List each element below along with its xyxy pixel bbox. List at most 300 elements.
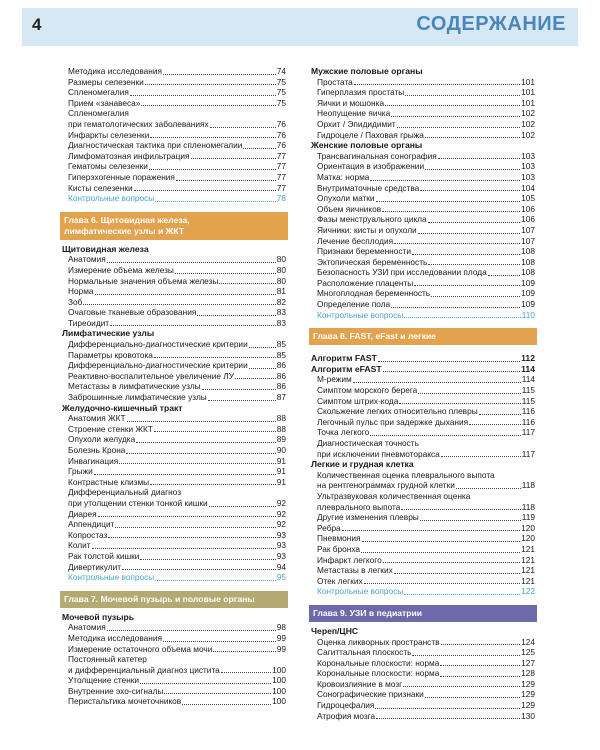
- toc-entry-page: 93: [276, 550, 286, 561]
- toc-entry-title: Инфаркты селезенки: [68, 129, 150, 140]
- toc-entry-title: при утолщении стенки тонкой кишки: [68, 497, 208, 508]
- toc-entry-page: 121: [521, 554, 535, 565]
- toc-entry-title: Простата: [317, 76, 353, 87]
- toc-entry[interactable]: [62, 276, 286, 287]
- dot-leader: [401, 509, 520, 510]
- toc-entry-title: Инфаркт легкого: [317, 554, 382, 565]
- dot-leader: [163, 641, 276, 642]
- toc-entry-page: 92: [276, 519, 286, 530]
- toc-entry-title: Гематомы селезенки: [68, 161, 148, 172]
- toc-entry-title: Спленомегалия: [68, 87, 129, 98]
- chapter-6-heading[interactable]: [60, 212, 288, 240]
- toc-entry[interactable]: [62, 254, 286, 265]
- toc-entry[interactable]: [62, 392, 286, 403]
- dot-leader: [412, 254, 520, 255]
- dot-leader: [213, 651, 275, 652]
- toc-entry[interactable]: [62, 477, 286, 488]
- dot-leader: [376, 201, 521, 202]
- toc-entry[interactable]: [311, 385, 535, 396]
- dot-leader: [383, 371, 521, 372]
- dot-leader: [98, 516, 276, 517]
- toc-entry-title: Методика исследования: [68, 66, 162, 76]
- toc-entry-page: 109: [521, 277, 535, 288]
- toc-entry-page: 77: [276, 171, 286, 182]
- toc-entry-title: Анатомия: [68, 254, 106, 265]
- toc-entry[interactable]: [311, 555, 535, 566]
- toc-entry[interactable]: [311, 502, 535, 513]
- toc-entry-page: 87: [276, 392, 286, 403]
- dot-leader: [197, 315, 275, 316]
- toc-entry[interactable]: [62, 622, 286, 633]
- dot-leader: [418, 233, 520, 234]
- toc-entry-title: Колит: [68, 540, 91, 551]
- dot-leader: [94, 474, 276, 475]
- toc-entry[interactable]: [62, 265, 286, 276]
- toc-entry[interactable]: [311, 98, 535, 109]
- toc-entry-page: 127: [521, 657, 535, 668]
- toc-entry[interactable]: [311, 364, 535, 375]
- toc-entry-title: Гиперэхогенные поражения: [68, 171, 175, 182]
- toc-entry[interactable]: [311, 449, 535, 460]
- toc-entry[interactable]: [62, 130, 286, 141]
- dot-leader: [115, 527, 275, 528]
- toc-entry-page: 109: [521, 299, 535, 310]
- dot-leader: [243, 148, 275, 149]
- dot-leader: [441, 644, 521, 645]
- toc-entry-page: 118: [521, 480, 535, 491]
- toc-entry-page: 85: [276, 339, 286, 350]
- dot-leader: [122, 569, 276, 570]
- section-heading: Желудочно-кишечный тракт: [62, 402, 183, 413]
- toc-entry[interactable]: [311, 183, 535, 194]
- toc-entry-title: Неопущение яичка: [317, 108, 391, 119]
- toc-entry-page: 100: [272, 685, 286, 696]
- toc-entry[interactable]: [311, 257, 535, 268]
- toc-entry[interactable]: [62, 644, 286, 655]
- dot-leader: [364, 583, 521, 584]
- dot-leader: [136, 442, 276, 443]
- toc-entry-page: 108: [521, 246, 535, 257]
- dot-leader: [95, 294, 276, 295]
- toc-entry-page: 125: [521, 647, 535, 658]
- toc-entry[interactable]: [62, 633, 286, 644]
- toc-entry-page: 129: [521, 689, 535, 700]
- dot-leader: [378, 361, 520, 362]
- toc-entry[interactable]: [62, 66, 286, 77]
- toc-entry[interactable]: [62, 286, 286, 297]
- toc-entry[interactable]: [62, 360, 286, 371]
- toc-entry-page: 75: [276, 76, 286, 87]
- dot-leader: [154, 357, 276, 358]
- dot-leader: [107, 262, 276, 263]
- toc-entry[interactable]: [311, 236, 535, 247]
- toc-entry[interactable]: [62, 519, 286, 530]
- toc-entry[interactable]: [311, 267, 535, 278]
- dot-leader: [140, 683, 271, 684]
- toc-entry-title: Инвагинация: [68, 455, 119, 466]
- toc-entry-page: 91: [276, 466, 286, 477]
- toc-entry-title: Многоплодная беременность: [317, 288, 431, 299]
- toc-entry-title: Заброшинные лимфатические узлы: [68, 392, 207, 403]
- toc-entry[interactable]: [311, 668, 535, 679]
- toc-entry-line: Диагностическая точность: [317, 438, 419, 448]
- toc-entry[interactable]: [311, 689, 535, 700]
- toc-entry[interactable]: [62, 424, 286, 435]
- dot-leader: [150, 484, 276, 485]
- toc-entry[interactable]: [311, 151, 535, 162]
- dot-leader: [210, 127, 276, 128]
- toc-entry-page: 99: [276, 632, 286, 643]
- toc-entry-title: Метастазы в легких: [317, 565, 393, 576]
- toc-entry-page: 102: [521, 129, 535, 140]
- dot-leader: [130, 95, 276, 96]
- dot-leader: [119, 463, 276, 464]
- toc-entry[interactable]: [62, 530, 286, 541]
- toc-entry-title: Норма: [68, 286, 94, 297]
- dot-leader: [385, 105, 520, 106]
- dot-leader: [92, 548, 276, 549]
- dot-leader: [249, 368, 276, 369]
- toc-entry[interactable]: [62, 498, 286, 509]
- spacer: [311, 345, 535, 353]
- toc-entry[interactable]: [311, 637, 535, 648]
- dot-leader: [425, 697, 520, 698]
- toc-entry-title: Алгоритм FAST: [311, 353, 377, 364]
- section-heading: Мочевой пузырь: [62, 611, 135, 622]
- dot-leader: [150, 137, 275, 138]
- toc-entry[interactable]: [311, 193, 535, 204]
- dot-leader: [141, 105, 275, 106]
- toc-entry[interactable]: [311, 288, 535, 299]
- toc-entry-page: 130: [521, 710, 535, 721]
- toc-entry-title: Болезнь Крона: [68, 445, 126, 455]
- toc-entry-page: 81: [276, 286, 286, 297]
- dot-leader: [202, 389, 276, 390]
- toc-entry-title: Отек легких: [317, 575, 363, 586]
- toc-entry[interactable]: [311, 374, 535, 385]
- toc-entry[interactable]: [62, 172, 286, 183]
- toc-entry-page: 75: [276, 97, 286, 108]
- spacer: [311, 320, 535, 328]
- dot-leader: [391, 116, 520, 117]
- dot-leader: [108, 537, 275, 538]
- toc-entry-title: Алгоритм eFAST: [311, 363, 382, 374]
- toc-entry[interactable]: [311, 544, 535, 555]
- toc-entry-title: Орхит / Эпидидимит: [317, 118, 396, 129]
- toc-entry[interactable]: [311, 586, 535, 597]
- toc-entry[interactable]: [62, 434, 286, 445]
- toc-entry[interactable]: [62, 350, 286, 361]
- toc-entry-title: Атрофия мозга: [317, 710, 376, 721]
- toc-entry[interactable]: [311, 647, 535, 658]
- toc-entry-title: Фазы менструального цикла: [317, 214, 427, 225]
- toc-entry-page: 101: [521, 87, 535, 98]
- toc-entry[interactable]: [311, 299, 535, 310]
- dot-leader: [361, 552, 520, 553]
- toc-entry-page: 77: [276, 182, 286, 193]
- toc-entry[interactable]: [62, 696, 286, 707]
- toc-entry-page: 108: [521, 267, 535, 278]
- toc-entry[interactable]: [311, 246, 535, 257]
- toc-entry-title: Контрольные вопросы: [317, 309, 404, 320]
- dot-leader: [428, 264, 520, 265]
- chapter-7-heading: Глава 7. Мочевой пузырь и половые органы: [60, 591, 288, 608]
- dot-leader: [376, 718, 520, 719]
- toc-entry[interactable]: [311, 87, 535, 98]
- toc-entry-title: Контрольные вопросы: [317, 586, 404, 597]
- toc-entry-title: Другие изменения плевры: [317, 512, 419, 523]
- toc-entry-page: 103: [521, 150, 535, 161]
- toc-entry[interactable]: [311, 396, 535, 407]
- dot-leader: [428, 222, 521, 223]
- toc-entry-title: Симптом штрих-кода: [317, 395, 399, 406]
- toc-entry-page: 102: [521, 118, 535, 129]
- toc-entry[interactable]: [311, 658, 535, 669]
- chapter-6-title-line2: лимфатические узлы и ЖКТ: [64, 225, 185, 236]
- toc-entry-page: 101: [521, 97, 535, 108]
- toc-entry-title: Гиперплазия простаты: [317, 87, 405, 98]
- toc-entry-page: 90: [276, 445, 286, 455]
- toc-entry-line: Постоянный катетер: [68, 654, 147, 665]
- spacer: [311, 597, 535, 605]
- toc-entry-page: 102: [521, 108, 535, 119]
- toc-entry[interactable]: [62, 318, 286, 329]
- page-header: [22, 8, 578, 46]
- dot-leader: [441, 456, 521, 457]
- toc-entry-page: 121: [521, 565, 535, 576]
- toc-entry-title: Сонографические признаки: [317, 689, 424, 700]
- toc-entry-title: Очаговые тканевые образования: [68, 307, 197, 318]
- toc-entry[interactable]: [311, 679, 535, 690]
- toc-entry-page: 80: [276, 254, 286, 265]
- toc-entry-title: Контрольные вопросы: [68, 572, 155, 583]
- toc-entry[interactable]: [311, 172, 535, 183]
- dot-leader: [414, 285, 520, 286]
- toc-entry-title: Ребра: [317, 522, 341, 533]
- page-number: 4: [32, 15, 42, 34]
- dot-leader: [182, 704, 271, 705]
- section-heading: Мужские половые органы: [311, 66, 423, 76]
- toc-entry-page: 105: [521, 193, 535, 204]
- toc-right-column: [311, 66, 535, 721]
- toc-entry-title: Признаки беременности: [317, 246, 411, 257]
- toc-entry[interactable]: [62, 665, 286, 676]
- toc-entry[interactable]: [62, 307, 286, 318]
- toc-entry-title: Зоб: [68, 296, 83, 307]
- toc-entry[interactable]: [311, 204, 535, 215]
- toc-entry[interactable]: [62, 675, 286, 686]
- toc-entry[interactable]: [62, 77, 286, 88]
- section-heading: Щитовидная железа: [62, 243, 149, 254]
- toc-entry[interactable]: [62, 371, 286, 382]
- dot-leader: [488, 275, 520, 276]
- toc-entry[interactable]: [311, 214, 535, 225]
- dot-leader: [404, 317, 520, 318]
- toc-entry[interactable]: [62, 413, 286, 424]
- dot-leader: [107, 630, 276, 631]
- toc-entry-title: на рентгенограммах грудной клетки: [317, 480, 455, 491]
- toc-entry-page: 100: [272, 664, 286, 675]
- toc-entry-title: М-режим: [317, 374, 352, 385]
- toc-entry[interactable]: [311, 161, 535, 172]
- dot-leader: [405, 95, 520, 96]
- toc-entry[interactable]: [311, 711, 535, 722]
- toc-entry[interactable]: [311, 480, 535, 491]
- toc-entry-page: 91: [276, 455, 286, 466]
- toc-entry-page: 83: [276, 317, 286, 328]
- toc-entry[interactable]: [311, 700, 535, 711]
- toc-entry[interactable]: [62, 381, 286, 392]
- toc-entry-title: Точка легкого: [317, 427, 370, 438]
- chapter-9-heading: Глава 9. УЗИ в педиатрии: [309, 605, 537, 622]
- toc-entry[interactable]: [62, 572, 286, 583]
- dot-leader: [219, 283, 275, 284]
- toc-entry-title: Гидроцеле / Паховая грыжа: [317, 129, 424, 140]
- toc-entry-page: 107: [521, 224, 535, 235]
- toc-entry[interactable]: [62, 98, 286, 109]
- toc-entry[interactable]: [311, 119, 535, 130]
- toc-entry-title: Оценка ликворных пространств: [317, 636, 440, 647]
- toc-entry[interactable]: [62, 509, 286, 520]
- toc-entry-page: 93: [276, 529, 286, 540]
- toc-entry-page: 103: [521, 161, 535, 172]
- toc-entry[interactable]: [62, 119, 286, 130]
- dot-leader: [110, 325, 276, 326]
- dot-leader: [456, 488, 521, 489]
- toc-entry-title: Кисты селезенки: [68, 182, 133, 193]
- toc-entry-title: Анатомия: [68, 622, 106, 633]
- toc-entry-title: Утолщение стенки: [68, 675, 140, 686]
- dot-leader: [154, 431, 276, 432]
- toc-entry-page: 121: [521, 543, 535, 554]
- toc-entry-title: Реактивно-воспалительное увеличение ЛУ: [68, 370, 234, 381]
- toc-entry[interactable]: [62, 445, 286, 456]
- toc-entry-page: 128: [521, 668, 535, 679]
- toc-entry-title: Размеры селезенки: [68, 76, 144, 87]
- toc-entry[interactable]: [62, 562, 286, 573]
- toc-entry[interactable]: [62, 686, 286, 697]
- dot-leader: [412, 655, 520, 656]
- toc-entry-title: Сагиттальная плоскость: [317, 647, 412, 658]
- toc-entry-page: 104: [521, 182, 535, 193]
- toc-entry-page: 86: [276, 360, 286, 371]
- toc-entry-title: Опухоли желудка: [68, 434, 136, 445]
- toc-entry[interactable]: [311, 512, 535, 523]
- toc-entry[interactable]: [311, 353, 535, 364]
- toc-entry-title: Параметры кровотока: [68, 349, 153, 360]
- toc-entry-page: 95: [276, 572, 286, 583]
- toc-entry[interactable]: [311, 417, 535, 428]
- toc-entry-page: 75: [276, 87, 286, 98]
- toc-entry[interactable]: [62, 87, 286, 98]
- toc-entry[interactable]: [62, 193, 286, 204]
- toc-entry-title: Корональные плоскости: норма: [317, 668, 440, 679]
- toc-entry[interactable]: [62, 466, 286, 477]
- dot-leader: [83, 304, 275, 305]
- dot-leader: [176, 180, 276, 181]
- toc-entry-page: 76: [276, 129, 286, 140]
- toc-entry[interactable]: [311, 225, 535, 236]
- toc-entry-page: 80: [276, 275, 286, 286]
- toc-entry-title: Гидроцефалия: [317, 700, 375, 711]
- toc-entry-line: Спленомегалия: [68, 108, 129, 119]
- toc-entry[interactable]: [311, 427, 535, 438]
- toc-entry[interactable]: [311, 523, 535, 534]
- toc-entry-page: 106: [521, 214, 535, 225]
- toc-entry-page: 122: [521, 586, 535, 597]
- toc-entry-title: Рак толстой кишки: [68, 550, 140, 561]
- toc-entry[interactable]: [311, 406, 535, 417]
- dot-leader: [438, 158, 520, 159]
- toc-entry-page: 76: [276, 118, 286, 129]
- toc-entry-title: Внутриматочные средства: [317, 182, 420, 193]
- dot-leader: [397, 127, 521, 128]
- dot-leader: [134, 190, 276, 191]
- toc-entry[interactable]: [311, 130, 535, 141]
- toc-entry[interactable]: [311, 278, 535, 289]
- page-title: СОДЕРЖАНИЕ: [416, 13, 566, 35]
- dot-leader: [140, 559, 275, 560]
- toc-entry-page: 101: [521, 76, 535, 87]
- toc-entry-page: 92: [276, 497, 286, 508]
- toc-entry-page: 119: [521, 512, 535, 523]
- toc-entry-page: 94: [276, 561, 286, 572]
- toc-entry[interactable]: [62, 540, 286, 551]
- toc-entry[interactable]: [62, 456, 286, 467]
- toc-entry[interactable]: [62, 551, 286, 562]
- spacer: [62, 204, 286, 212]
- dot-leader: [164, 693, 271, 694]
- toc-entry-title: Контрастные клизмы: [68, 476, 150, 487]
- toc-entry-title: Аппендицит: [68, 519, 115, 530]
- toc-entry-title: Трансвагинальная сонография: [317, 150, 437, 161]
- toc-entry-page: 86: [276, 370, 286, 381]
- dot-leader: [175, 273, 276, 274]
- toc-entry-page: 92: [276, 508, 286, 519]
- dot-leader: [403, 686, 520, 687]
- toc-entry-page: 107: [521, 235, 535, 246]
- dot-leader: [362, 541, 521, 542]
- toc-entry[interactable]: [311, 77, 535, 88]
- toc-entry[interactable]: [62, 161, 286, 172]
- dot-leader: [404, 594, 520, 595]
- toc-entry-title: Диагностическая тактика при спленомегалии: [68, 140, 243, 151]
- toc-entry[interactable]: [62, 140, 286, 151]
- toc-entry[interactable]: [311, 310, 535, 321]
- toc-entry-line: Ультразвуковая количественная оценка: [317, 490, 471, 501]
- toc-entry-title: Корональные плоскости: норма: [317, 657, 440, 668]
- toc-entry-title: Матка: норма: [317, 171, 370, 182]
- toc-entry-title: и дифференциальный диагноз цистита: [68, 664, 220, 675]
- toc-entry-page: 121: [521, 575, 535, 586]
- toc-entry[interactable]: [311, 565, 535, 576]
- dot-leader: [127, 421, 276, 422]
- toc-entry[interactable]: [62, 297, 286, 308]
- toc-entry[interactable]: [62, 183, 286, 194]
- toc-entry[interactable]: [311, 533, 535, 544]
- toc-entry[interactable]: [62, 339, 286, 350]
- toc-entry[interactable]: [62, 151, 286, 162]
- toc-entry-page: 100: [272, 675, 286, 686]
- toc-entry-title: Метастазы в лимфатические узлы: [68, 381, 201, 392]
- chapter-6-title-line1: Глава 6. Щитовидная железа,: [64, 214, 190, 225]
- dot-leader: [420, 520, 521, 521]
- toc-entry-title: Лечение бесплодия: [317, 235, 394, 246]
- toc-entry[interactable]: [311, 108, 535, 119]
- toc-entry-page: 85: [276, 349, 286, 360]
- toc-entry[interactable]: [311, 576, 535, 587]
- dot-leader: [425, 137, 520, 138]
